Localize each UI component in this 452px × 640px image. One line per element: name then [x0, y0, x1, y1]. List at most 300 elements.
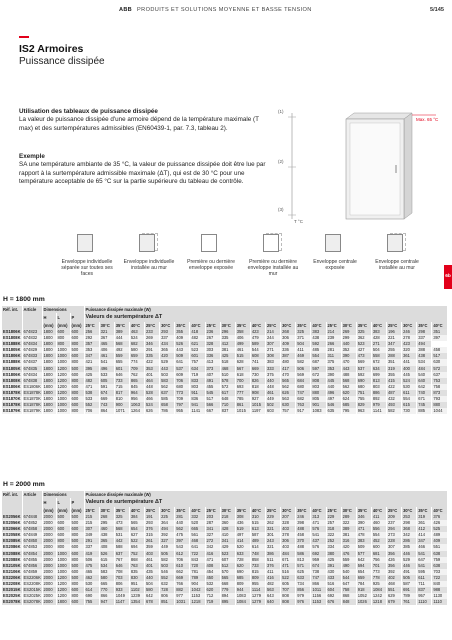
table-cell: 333 — [266, 366, 281, 372]
table-cell: 580 — [99, 575, 114, 581]
table-cell: 530 — [84, 581, 99, 587]
column-header: 35°C — [235, 322, 250, 329]
table-cell: 778 — [371, 575, 386, 581]
header-spacer — [22, 313, 42, 322]
table-cell: 633 — [296, 575, 311, 581]
table-cell: 901 — [311, 402, 326, 408]
table-cell: 436 — [235, 520, 250, 526]
table-cell: 422 — [145, 359, 160, 365]
table-cell: 346 — [145, 341, 160, 347]
table-cell: 2000 — [42, 532, 56, 538]
table-cell: 709 — [175, 396, 190, 402]
table-cell: 203 — [205, 514, 220, 520]
column-header: 30°C — [220, 322, 235, 329]
variant-label: Enveloppe centrale installée au mur — [375, 259, 419, 272]
table-cell: 554 — [371, 532, 386, 538]
column-header: 35°C — [114, 507, 129, 514]
table-cell: 322 — [341, 520, 356, 526]
table-header-row — [2, 491, 447, 498]
table-cell: ES2056K — [3, 514, 21, 519]
table-cell: 319 — [417, 514, 432, 520]
table-cell: 351 — [432, 329, 447, 335]
table-cell: 1800 — [42, 402, 56, 408]
table-cell: 408 — [205, 563, 220, 569]
table-cell: 751 — [356, 390, 371, 396]
table-cell: 674837 — [22, 359, 42, 365]
table-cell: 341 — [220, 538, 235, 544]
table-cell: 868 — [129, 557, 144, 563]
table-cell: 482 — [190, 335, 205, 341]
table-cell: 630 — [432, 359, 447, 365]
table-cell: 524 — [402, 378, 417, 384]
table-cell: 262 — [266, 520, 281, 526]
table-cell: 375 — [326, 359, 341, 365]
table-cell: 979 — [371, 402, 386, 408]
table-cell: 411 — [266, 569, 281, 575]
table-cell: 529 — [160, 359, 175, 365]
table-cell: 563 — [281, 396, 296, 402]
table-cell: 397 — [175, 538, 190, 544]
column-header: 25°C — [84, 507, 99, 514]
table-cell: 759 — [432, 557, 447, 563]
table-cell: 2000 — [42, 563, 56, 569]
table-cell: 941 — [190, 402, 205, 408]
table-cell: 449 — [266, 396, 281, 402]
table-cell: 615 — [99, 557, 114, 563]
table-cell: ES1878K — [23, 402, 41, 408]
table-cell: 2000 — [42, 593, 56, 599]
table-cell: 438 — [417, 353, 432, 359]
table-cell: 526 — [99, 551, 114, 557]
figure-axis-label: T °C — [294, 219, 303, 224]
table-cell: 595 — [417, 569, 432, 575]
table-cell: 571 — [296, 563, 311, 569]
table-cell: 868 — [341, 593, 356, 599]
table-cell: 253 — [402, 514, 417, 520]
table-cell: 699 — [371, 372, 386, 378]
enclosure-icon — [199, 232, 223, 254]
table-cell: 646 — [114, 372, 129, 378]
table-cell: 925 — [371, 581, 386, 587]
table-cell: 643 — [266, 593, 281, 599]
table-cell: 522 — [281, 575, 296, 581]
table-cell: 800 — [70, 593, 84, 599]
table-cell: 292 — [84, 335, 99, 341]
table-cell: 530 — [402, 384, 417, 390]
table-cell: 641 — [190, 544, 205, 550]
table-cell: 866 — [99, 593, 114, 599]
enclosure-icon — [385, 232, 409, 254]
table-cell: 233 — [145, 329, 160, 335]
table-cell: 600 — [70, 353, 84, 359]
table-cell: 835 — [129, 569, 144, 575]
table-cell: 506 — [84, 557, 99, 563]
table-cell: 408 — [99, 544, 114, 550]
table-cell: 480 — [281, 359, 296, 365]
table-cell: 496 — [326, 390, 341, 396]
table-cell: 458 — [296, 532, 311, 538]
table-cell: 494 — [160, 526, 175, 532]
table-cell: 861 — [235, 402, 250, 408]
table-cell: 500 — [70, 520, 84, 526]
table-cell: 476 — [341, 551, 356, 557]
table-cell: 817 — [114, 390, 129, 396]
table-cell: 430 — [326, 569, 341, 575]
chapter-tab: 6b — [444, 265, 452, 289]
table-cell: 448 — [266, 384, 281, 390]
table-cell: 829 — [356, 402, 371, 408]
column-header: 35°C — [417, 507, 432, 514]
table-cell: 215 — [84, 520, 99, 526]
column-header: 30°C — [99, 507, 114, 514]
table-cell: 364 — [160, 520, 175, 526]
column-header: Réf. int. — [2, 306, 22, 313]
table-cell: 612 — [175, 551, 190, 557]
table-cell: 715 — [114, 384, 129, 390]
table-cell: 640 — [266, 599, 281, 605]
table-cell: 541 — [311, 532, 326, 538]
table-cell: 543 — [175, 544, 190, 550]
table-cell: 236 — [205, 329, 220, 335]
table-cell: 328 — [281, 520, 296, 526]
table-cell: 446 — [402, 551, 417, 557]
table-cell: 1279 — [250, 599, 265, 605]
table-cell: 674832 — [22, 335, 42, 341]
table-cell: 597 — [311, 366, 326, 372]
table-cell: ES1878K — [3, 389, 21, 395]
table-cell: 243 — [266, 538, 281, 544]
table-cell: 523 — [220, 551, 235, 557]
table-cell: 505 — [160, 551, 175, 557]
table-cell: ES1806K — [3, 371, 21, 377]
table-cell: 600 — [70, 384, 84, 390]
table-cell: 500 — [70, 347, 84, 353]
table-cell: 757 — [281, 408, 296, 414]
table-cell: 517 — [432, 353, 447, 359]
table-cell: 538 — [84, 390, 99, 396]
table-cell: 706 — [84, 408, 99, 414]
column-header: 40°C — [432, 507, 447, 514]
table-cell: 306 — [281, 538, 296, 544]
table-cell: 784 — [356, 581, 371, 587]
table-cell: 2000 — [42, 514, 56, 520]
table-cell: 1200 — [56, 390, 70, 396]
table-cell: 809 — [235, 581, 250, 587]
column-header: 40°C — [190, 507, 205, 514]
column-header: 40°C — [371, 322, 386, 329]
table-cell: 773 — [175, 390, 190, 396]
table-cell: 471 — [281, 563, 296, 569]
table-cell: 433 — [326, 575, 341, 581]
table-cell: 617 — [220, 390, 235, 396]
table-cell: 813 — [296, 557, 311, 563]
table-cell: 618 — [235, 372, 250, 378]
table-cell: 389 — [341, 526, 356, 532]
table-cell: 504 — [145, 581, 160, 587]
table-cell: 1218 — [190, 599, 205, 605]
table-cell: 1000 — [56, 359, 70, 365]
header-spacer — [22, 498, 42, 507]
table-cell: 789 — [402, 593, 417, 599]
table-cell: 613 — [250, 526, 265, 532]
table-cell: 1000 — [56, 569, 70, 575]
table-cell: 342 — [402, 532, 417, 538]
table-cell: 693 — [235, 384, 250, 390]
column-header: Article — [22, 491, 42, 498]
column-header: 30°C — [341, 322, 356, 329]
table-cell: 497 — [326, 396, 341, 402]
column-header: Valeurs de surtempérature ΔT — [84, 313, 447, 322]
table-cell: 470 — [281, 372, 296, 378]
table-cell: 1015 — [250, 402, 265, 408]
table-cell: 809 — [250, 575, 265, 581]
table-cell: 648 — [220, 396, 235, 402]
table-cell: 246 — [296, 514, 311, 520]
table-cell: 515 — [235, 353, 250, 359]
column-header: 30°C — [160, 507, 175, 514]
table-cell: 458 — [432, 347, 447, 353]
column-header: 30°C — [160, 322, 175, 329]
table-cell: 830 — [129, 575, 144, 581]
column-header: 25°C — [326, 507, 341, 514]
table-cell: 327 — [160, 538, 175, 544]
table-cell: 647 — [341, 581, 356, 587]
table-cell: 800 — [56, 538, 70, 544]
table-cell: 635 — [326, 408, 341, 414]
table-cell: 747 — [311, 575, 326, 581]
table-cell: 500 — [70, 575, 84, 581]
table-cell: 469 — [296, 353, 311, 359]
table-cell: 475 — [175, 532, 190, 538]
table-cell: 461 — [235, 347, 250, 353]
table-cell: 499 — [235, 341, 250, 347]
table-cell: 321 — [266, 526, 281, 532]
table-cell: 421 — [84, 359, 99, 365]
table-cell: 321 — [266, 544, 281, 550]
table-cell: 511 — [266, 557, 281, 563]
table-cell: 559 — [341, 557, 356, 563]
table-cell: 604 — [326, 587, 341, 593]
table-cell: 572 — [220, 384, 235, 390]
table-cell: 694 — [129, 544, 144, 550]
header-spacer — [22, 507, 42, 514]
table-cell: 895 — [220, 599, 235, 605]
table-cell: 2000 — [42, 544, 56, 550]
table-cell: 524 — [145, 402, 160, 408]
table-cell: 392 — [387, 569, 402, 575]
table-cell: 1026 — [356, 599, 371, 605]
table-cell: 944 — [235, 587, 250, 593]
column-header: 30°C — [402, 322, 417, 329]
table-cell: 692 — [326, 593, 341, 599]
table-cell: 246 — [402, 329, 417, 335]
table-cell: 420 — [341, 544, 356, 550]
table-cell: 273 — [387, 532, 402, 538]
table-cell: 800 — [70, 378, 84, 384]
table-cell: ES2086K — [3, 544, 21, 550]
table-cell: 257 — [326, 520, 341, 526]
table-cell: 1000 — [56, 551, 70, 557]
table-cell: 773 — [371, 569, 386, 575]
column-header: (mm) — [56, 322, 70, 329]
table-cell: 674833 — [22, 353, 42, 359]
table-cell: 378 — [281, 532, 296, 538]
table-cell: 383 — [266, 359, 281, 365]
table-cell: ES1879K — [23, 408, 41, 414]
table-cell: ES1806K — [3, 329, 21, 334]
table-cell: 2000 — [42, 551, 56, 557]
table-cell: 674852 — [22, 520, 42, 526]
table-cell: 437 — [311, 538, 326, 544]
table-cell: 529 — [402, 557, 417, 563]
table-cell: 443 — [341, 366, 356, 372]
table-cell: 287 — [205, 520, 220, 526]
table-cell: 747 — [296, 390, 311, 396]
table-cell: 463 — [129, 329, 144, 335]
variant-label: Première ou dernière enveloppe installée au mur — [247, 259, 299, 278]
table-cell: 947 — [99, 599, 114, 605]
table-cell: 642 — [417, 384, 432, 390]
table-cell: 826 — [250, 378, 265, 384]
table-cell: 956 — [129, 396, 144, 402]
table-cell: 500 — [70, 366, 84, 372]
table-cell: 1000 — [56, 402, 70, 408]
table-cell: 380 — [326, 551, 341, 557]
table-cell: 565 — [281, 378, 296, 384]
table-cell: 461 — [99, 353, 114, 359]
table-cell: 2000 — [42, 520, 56, 526]
column-header: 25°C — [266, 507, 281, 514]
table-cell: 674 — [99, 390, 114, 396]
table-cell: 808 — [311, 378, 326, 384]
title-accent-bar — [19, 36, 29, 38]
table-cell: 611 — [402, 390, 417, 396]
example-heading: Exemple — [19, 153, 45, 160]
table-cell: 2000 — [42, 599, 56, 605]
column-header: P — [70, 313, 84, 322]
table-cell: 703 — [432, 569, 447, 575]
table-cell: 410 — [220, 532, 235, 538]
table-cell: 271 — [371, 341, 386, 347]
table-cell: 785 — [235, 396, 250, 402]
table-cell: 1800 — [42, 396, 56, 402]
table-cell: 445 — [402, 372, 417, 378]
column-header: 30°C — [281, 507, 296, 514]
table-cell: 244 — [266, 335, 281, 341]
table-cell: 298 — [417, 329, 432, 335]
table-cell: ES2106K — [3, 568, 21, 574]
table-cell: 885 — [417, 408, 432, 414]
header-spacer — [2, 322, 22, 329]
table-cell: 800 — [70, 532, 84, 538]
table-cell: 454 — [205, 569, 220, 575]
table-cell: 500 — [70, 538, 84, 544]
table-cell: 779 — [220, 587, 235, 593]
table-cell: 342 — [205, 544, 220, 550]
column-header: 40°C — [250, 507, 265, 514]
table-cell: ES2056K — [3, 520, 21, 526]
column-header: 35°C — [296, 507, 311, 514]
table-cell: 373 — [205, 366, 220, 372]
table-cell: 465 — [99, 341, 114, 347]
table-cell: 239 — [326, 335, 341, 341]
table-cell: 488 — [341, 372, 356, 378]
table-cell: 503 — [160, 563, 175, 569]
table-cell: 669 — [175, 575, 190, 581]
table-cell: 626 — [281, 390, 296, 396]
page-number: 5/145 — [430, 7, 444, 13]
table-cell: 319 — [387, 366, 402, 372]
table-cell: 415 — [387, 378, 402, 384]
table-cell: 583 — [99, 569, 114, 575]
variant-first-last-exposed — [184, 232, 238, 271]
table-cell: 313 — [311, 514, 326, 520]
variant-central-wall — [370, 232, 424, 271]
table-cell: ES1806K — [23, 383, 41, 389]
table-cell: 1200 — [56, 575, 70, 581]
table-cell: 398 — [296, 520, 311, 526]
table-cell: ES1805K — [3, 365, 21, 371]
table-cell: 531 — [114, 532, 129, 538]
table-cell: 700 — [235, 378, 250, 384]
table-cell: 391 — [326, 563, 341, 569]
table-cell: 383 — [371, 329, 386, 335]
table-cell: 320 — [402, 347, 417, 353]
table-cell: ES2066K — [3, 526, 21, 532]
table-cell: 917 — [296, 408, 311, 414]
enclosure-variants — [60, 232, 440, 292]
table-cell: 425 — [326, 557, 341, 563]
table-cell: 580 — [129, 347, 144, 353]
table-cell: 440 — [266, 378, 281, 384]
table-cell: 578 — [220, 378, 235, 384]
table-cell: 908 — [250, 390, 265, 396]
table-cell: 468 — [387, 581, 402, 587]
table-cell: 356 — [387, 551, 402, 557]
table-cell: 438 — [99, 532, 114, 538]
table-cell: 308 — [235, 514, 250, 520]
column-header: 25°C — [205, 507, 220, 514]
table-cell: 662 — [175, 569, 190, 575]
table-cell: 291 — [84, 538, 99, 544]
table-cell: 701 — [371, 563, 386, 569]
table-cell: 293 — [160, 329, 175, 335]
table-cell: 605 — [281, 581, 296, 587]
column-header: 25°C — [145, 322, 160, 329]
header-section-title: PRODUITS ET SOLUTIONS MOYENNE ET BASSE TENSION — [137, 7, 312, 13]
table-cell: 600 — [70, 551, 84, 557]
table-cell: 674838 — [22, 378, 42, 384]
table-cell: 488 — [296, 526, 311, 532]
table-cell: 2000 — [42, 575, 56, 581]
table-cell: 485 — [311, 347, 326, 353]
table-cell: 500 — [70, 563, 84, 569]
table-cell: 466 — [417, 544, 432, 550]
table-cell: 1130 — [432, 593, 447, 599]
table-cell: 600 — [70, 402, 84, 408]
table-header-row — [2, 322, 447, 329]
table-cell: 674856 — [22, 563, 42, 569]
table-header-row — [2, 313, 447, 322]
table-cell: 638 — [432, 563, 447, 569]
table-cell: 376 — [432, 514, 447, 520]
table-cell: 420 — [160, 353, 175, 359]
table-cell: 707 — [281, 587, 296, 593]
table-cell: 512 — [220, 563, 235, 569]
table-cell: 927 — [250, 396, 265, 402]
table-cell: 592 — [356, 372, 371, 378]
table-cell: 977 — [175, 593, 190, 599]
